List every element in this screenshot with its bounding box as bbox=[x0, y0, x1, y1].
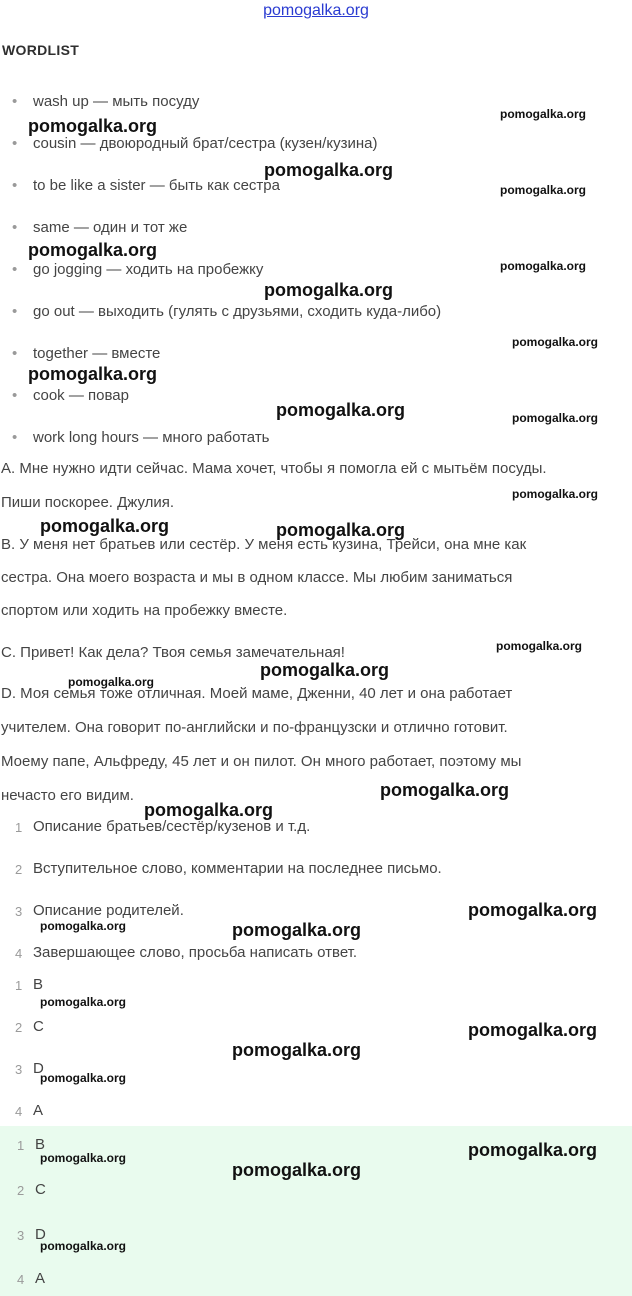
paragraph-line: C. Привет! Как дела? Твоя семья замечательная! bbox=[1, 644, 345, 661]
wordlist-heading: WORDLIST bbox=[2, 42, 80, 58]
paragraph-line: D. Моя семья тоже отличная. Моей маме, Дженни, 40 лет и она работает bbox=[1, 685, 513, 702]
watermark: pomogalka.org bbox=[232, 1040, 362, 1060]
wordlist-item: to be like a sister — быть как сестра bbox=[33, 177, 280, 194]
watermark: pomogalka.org bbox=[380, 780, 510, 800]
wordlist-item: cousin — двоюродный брат/сестра (кузен/кузина) bbox=[33, 135, 378, 152]
watermark: pomogalka.org bbox=[232, 1160, 362, 1180]
watermark: pomogalka.org bbox=[28, 240, 158, 260]
watermark: pomogalka.org bbox=[40, 516, 170, 536]
paragraph-line: сестра. Она моего возраста и мы в одном классе. Мы любим заниматься bbox=[1, 569, 513, 586]
watermark: pomogalka.org bbox=[500, 107, 587, 121]
site-link[interactable]: pomogalka.org bbox=[263, 2, 369, 19]
watermark: pomogalka.org bbox=[232, 920, 362, 940]
list-number: 3 bbox=[15, 1062, 23, 1077]
bullet-icon: • bbox=[12, 303, 18, 320]
wordlist-item: same — один и тот же bbox=[33, 219, 188, 236]
bullet-icon: • bbox=[12, 429, 18, 446]
watermark: pomogalka.org bbox=[264, 280, 394, 300]
paragraph-line: учителем. Она говорит по-английски и по-французски и отлично готовит. bbox=[1, 719, 508, 736]
wordlist-item: work long hours — много работать bbox=[33, 429, 270, 446]
answer-letter: B bbox=[35, 1136, 46, 1153]
bullet-icon: • bbox=[12, 261, 18, 278]
list-number: 4 bbox=[15, 1104, 23, 1119]
paragraph-line: Моему папе, Альфреду, 45 лет и он пилот. Он много работает, поэтому мы bbox=[1, 753, 522, 770]
watermark: pomogalka.org bbox=[496, 639, 583, 653]
watermark: pomogalka.org bbox=[40, 1151, 127, 1165]
watermark: pomogalka.org bbox=[264, 160, 394, 180]
list-number: 3 bbox=[17, 1228, 25, 1243]
list-number: 4 bbox=[17, 1272, 25, 1287]
watermark: pomogalka.org bbox=[468, 1140, 598, 1160]
list-number: 1 bbox=[15, 820, 23, 835]
list-number: 3 bbox=[15, 904, 23, 919]
watermark: pomogalka.org bbox=[144, 800, 274, 820]
paragraph-line: спортом или ходить на пробежку вместе. bbox=[1, 602, 288, 619]
watermark: pomogalka.org bbox=[512, 411, 599, 425]
watermark: pomogalka.org bbox=[512, 487, 599, 501]
answer-letter: D bbox=[35, 1226, 46, 1243]
bullet-icon: • bbox=[12, 177, 18, 194]
paragraph-line: A. Мне нужно идти сейчас. Мама хочет, чтобы я помогла ей с мытьём посуды. bbox=[1, 460, 547, 477]
wordlist-item: together — вместе bbox=[33, 345, 161, 362]
watermark: pomogalka.org bbox=[500, 183, 587, 197]
answer-letter: C bbox=[35, 1181, 46, 1198]
answer-letter: D bbox=[33, 1060, 44, 1077]
wordlist-item: cook — повар bbox=[33, 387, 129, 404]
list-number: 2 bbox=[17, 1183, 25, 1198]
answer-letter: A bbox=[35, 1270, 46, 1287]
wordlist-item: go out — выходить (гулять с друзьями, сходить куда-либо) bbox=[33, 303, 442, 320]
watermark: pomogalka.org bbox=[40, 1239, 127, 1253]
bullet-icon: • bbox=[12, 135, 18, 152]
watermark: pomogalka.org bbox=[28, 116, 158, 136]
paragraph-line: нечасто его видим. bbox=[1, 787, 134, 804]
list-number: 1 bbox=[15, 978, 23, 993]
watermark: pomogalka.org bbox=[260, 660, 390, 680]
list-number: 4 bbox=[15, 946, 23, 961]
watermark: pomogalka.org bbox=[276, 400, 406, 420]
list-number: 2 bbox=[15, 862, 23, 877]
wordlist-item: go jogging — ходить на пробежку bbox=[33, 261, 264, 278]
bullet-icon: • bbox=[12, 345, 18, 362]
plan-item: Описание братьев/сестёр/кузенов и т.д. bbox=[33, 818, 311, 835]
plan-item: Вступительное слово, комментарии на последнее письмо. bbox=[33, 860, 442, 877]
bullet-icon: • bbox=[12, 219, 18, 236]
wordlist-item: wash up — мыть посуду bbox=[33, 93, 200, 110]
watermark: pomogalka.org bbox=[468, 900, 598, 920]
watermark: pomogalka.org bbox=[40, 919, 127, 933]
answer-letter: A bbox=[33, 1102, 44, 1119]
paragraph-line: B. У меня нет братьев или сестёр. У меня есть кузина, Трейси, она мне как bbox=[1, 536, 527, 553]
watermark: pomogalka.org bbox=[468, 1020, 598, 1040]
watermark: pomogalka.org bbox=[512, 335, 599, 349]
bullet-icon: • bbox=[12, 93, 18, 110]
plan-item: Завершающее слово, просьба написать ответ. bbox=[33, 944, 358, 961]
paragraph-line: Пиши поскорее. Джулия. bbox=[1, 494, 175, 511]
watermark: pomogalka.org bbox=[276, 520, 406, 540]
list-number: 2 bbox=[15, 1020, 23, 1035]
watermark: pomogalka.org bbox=[40, 1071, 127, 1085]
watermark: pomogalka.org bbox=[40, 995, 127, 1009]
plan-item: Описание родителей. bbox=[33, 902, 184, 919]
answer-letter: C bbox=[33, 1018, 44, 1035]
list-number: 1 bbox=[17, 1138, 25, 1153]
watermark: pomogalka.org bbox=[68, 675, 155, 689]
answer-letter: B bbox=[33, 976, 44, 993]
watermark: pomogalka.org bbox=[500, 259, 587, 273]
watermark: pomogalka.org bbox=[28, 364, 158, 384]
bullet-icon: • bbox=[12, 387, 18, 404]
